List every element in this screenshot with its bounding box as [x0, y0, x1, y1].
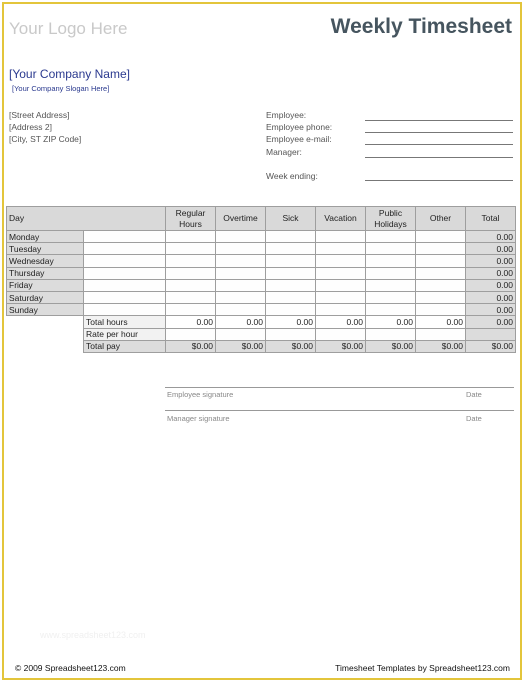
total-hours-cell: 0.00: [466, 316, 516, 328]
employee-date-label: Date: [466, 390, 482, 399]
hours-cell[interactable]: [366, 267, 416, 279]
hours-cell[interactable]: [366, 255, 416, 267]
day-note-cell[interactable]: [84, 267, 166, 279]
col-header-regular-hours: Regular Hours: [166, 207, 216, 231]
day-cell: Sunday: [7, 304, 84, 316]
hours-cell[interactable]: [316, 279, 366, 291]
day-note-cell[interactable]: [84, 279, 166, 291]
rate-cell[interactable]: [316, 328, 366, 340]
total-hours-cell: 0.00: [366, 316, 416, 328]
hours-cell[interactable]: [266, 243, 316, 255]
employee-label: Employee:: [266, 110, 307, 120]
hours-cell[interactable]: [216, 267, 266, 279]
total-hours-cell: 0.00: [266, 316, 316, 328]
manager-signature-line[interactable]: [165, 410, 514, 411]
rate-row: [7, 328, 516, 340]
day-cell: Saturday: [7, 291, 84, 303]
hours-cell[interactable]: [316, 304, 366, 316]
day-note-cell[interactable]: [84, 255, 166, 267]
hours-cell[interactable]: [216, 304, 266, 316]
table-row: [7, 243, 516, 255]
hours-cell[interactable]: [266, 304, 316, 316]
day-note-cell[interactable]: [84, 243, 166, 255]
rate-cell[interactable]: [366, 328, 416, 340]
hours-cell[interactable]: [216, 291, 266, 303]
hours-cell[interactable]: [416, 304, 466, 316]
hours-cell[interactable]: [216, 255, 266, 267]
street-address[interactable]: [Street Address]: [9, 110, 70, 120]
hours-cell[interactable]: [266, 231, 316, 243]
day-note-cell[interactable]: [84, 291, 166, 303]
employee-field[interactable]: [365, 120, 513, 121]
rate-cell: [466, 328, 516, 340]
day-total-cell: 0.00: [466, 279, 516, 291]
table-row: [7, 279, 516, 291]
manager-signature-label: Manager signature: [167, 414, 230, 423]
table-header-row: [7, 207, 516, 231]
rate-cell[interactable]: [166, 328, 216, 340]
logo-placeholder: Your Logo Here: [9, 19, 128, 38]
total-pay-cell: $0.00: [366, 340, 416, 352]
hours-cell[interactable]: [366, 279, 416, 291]
total-pay-label: Total pay: [84, 340, 166, 352]
hours-cell[interactable]: [316, 231, 366, 243]
col-header-total: Total: [466, 207, 516, 231]
day-cell: Thursday: [7, 267, 84, 279]
hours-cell[interactable]: [316, 291, 366, 303]
day-total-cell: 0.00: [466, 291, 516, 303]
col-header-overtime: Overtime: [216, 207, 266, 231]
day-note-cell[interactable]: [84, 231, 166, 243]
day-cell: Monday: [7, 231, 84, 243]
rate-label: Rate per hour: [84, 328, 166, 340]
week-ending-field[interactable]: [365, 180, 513, 181]
employee-email-field[interactable]: [365, 144, 513, 145]
employee-signature-label: Employee signature: [167, 390, 234, 399]
total-hours-cell: 0.00: [316, 316, 366, 328]
day-cell: Friday: [7, 279, 84, 291]
hours-cell[interactable]: [166, 304, 216, 316]
hours-cell[interactable]: [416, 291, 466, 303]
col-header-sick: Sick: [266, 207, 316, 231]
employee-email-label: Employee e-mail:: [266, 134, 332, 144]
hours-cell[interactable]: [166, 231, 216, 243]
total-pay-cell: $0.00: [316, 340, 366, 352]
company-name[interactable]: [Your Company Name]: [9, 67, 130, 81]
hours-cell[interactable]: [216, 243, 266, 255]
hours-cell[interactable]: [266, 267, 316, 279]
day-cell: Wednesday: [7, 255, 84, 267]
col-header-public-holidays: Public Holidays: [366, 207, 416, 231]
total-hours-cell: 0.00: [416, 316, 466, 328]
employee-phone-field[interactable]: [365, 132, 513, 133]
hours-cell[interactable]: [216, 279, 266, 291]
watermark: www.spreadsheet123.com: [40, 630, 146, 640]
day-total-cell: 0.00: [466, 231, 516, 243]
table-row: [7, 267, 516, 279]
table-row: [7, 231, 516, 243]
hours-cell[interactable]: [166, 243, 216, 255]
total-hours-row: [7, 316, 516, 328]
total-pay-cell: $0.00: [466, 340, 516, 352]
employee-phone-label: Employee phone:: [266, 122, 333, 132]
hours-cell[interactable]: [216, 231, 266, 243]
hours-cell[interactable]: [416, 279, 466, 291]
hours-cell[interactable]: [166, 279, 216, 291]
manager-label: Manager:: [266, 147, 302, 157]
city-state-zip[interactable]: [City, ST ZIP Code]: [9, 134, 82, 144]
hours-cell[interactable]: [316, 255, 366, 267]
day-total-cell: 0.00: [466, 267, 516, 279]
day-total-cell: 0.00: [466, 255, 516, 267]
table-row: [7, 291, 516, 303]
col-header-vacation: Vacation: [316, 207, 366, 231]
address-2[interactable]: [Address 2]: [9, 122, 52, 132]
total-pay-cell: $0.00: [266, 340, 316, 352]
hours-cell[interactable]: [416, 231, 466, 243]
hours-cell[interactable]: [166, 255, 216, 267]
hours-cell[interactable]: [366, 291, 416, 303]
hours-cell[interactable]: [266, 291, 316, 303]
company-slogan[interactable]: [Your Company Slogan Here]: [12, 84, 110, 93]
hours-cell[interactable]: [316, 267, 366, 279]
hours-cell[interactable]: [166, 267, 216, 279]
day-total-cell: 0.00: [466, 304, 516, 316]
footer-templates-link[interactable]: Timesheet Templates by Spreadsheet123.com: [335, 663, 510, 673]
timesheet-table: [6, 206, 516, 353]
hours-cell[interactable]: [316, 243, 366, 255]
footer-copyright[interactable]: © 2009 Spreadsheet123.com: [15, 663, 126, 673]
hours-cell[interactable]: [266, 255, 316, 267]
hours-cell[interactable]: [416, 243, 466, 255]
rate-cell[interactable]: [216, 328, 266, 340]
col-header-day: Day: [7, 207, 166, 231]
hours-cell[interactable]: [166, 291, 216, 303]
hours-cell[interactable]: [366, 243, 416, 255]
total-pay-row: [7, 340, 516, 352]
week-ending-label: Week ending:: [266, 171, 318, 181]
employee-signature-line[interactable]: [165, 387, 514, 388]
page-title: Weekly Timesheet: [330, 15, 512, 38]
day-cell: Tuesday: [7, 243, 84, 255]
total-pay-cell: $0.00: [216, 340, 266, 352]
hours-cell[interactable]: [416, 267, 466, 279]
day-note-cell[interactable]: [84, 304, 166, 316]
total-pay-cell: $0.00: [416, 340, 466, 352]
table-row: [7, 304, 516, 316]
total-hours-cell: 0.00: [166, 316, 216, 328]
rate-cell[interactable]: [266, 328, 316, 340]
hours-cell[interactable]: [416, 255, 466, 267]
manager-field[interactable]: [365, 157, 513, 158]
col-header-other: Other: [416, 207, 466, 231]
total-pay-cell: $0.00: [166, 340, 216, 352]
total-hours-label: Total hours: [84, 316, 166, 328]
table-row: [7, 255, 516, 267]
hours-cell[interactable]: [366, 231, 416, 243]
day-total-cell: 0.00: [466, 243, 516, 255]
manager-date-label: Date: [466, 414, 482, 423]
hours-cell[interactable]: [266, 279, 316, 291]
total-hours-cell: 0.00: [216, 316, 266, 328]
rate-cell[interactable]: [416, 328, 466, 340]
hours-cell[interactable]: [366, 304, 416, 316]
